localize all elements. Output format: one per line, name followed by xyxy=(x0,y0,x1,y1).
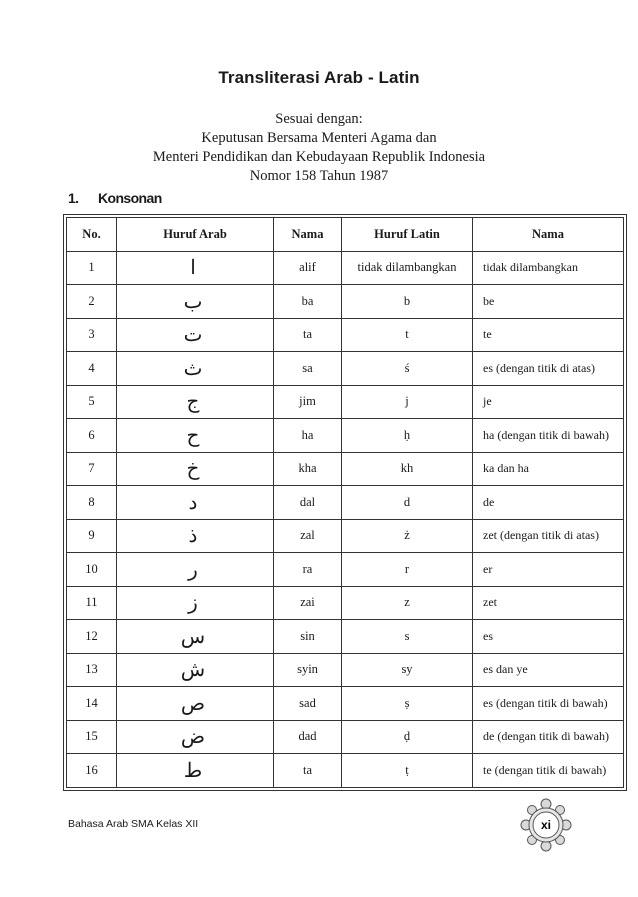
cell-latin-letter: sy xyxy=(342,653,473,687)
table-row xyxy=(67,687,624,721)
cell-latin-letter: ż xyxy=(342,519,473,553)
subtitle-line: Sesuai dengan: xyxy=(275,111,363,127)
table-row xyxy=(67,586,624,620)
cell-latin-letter: kh xyxy=(342,452,473,486)
cell-arabic-letter: ب xyxy=(117,285,274,319)
section-number: 1. xyxy=(68,190,79,206)
page-title: Transliterasi Arab - Latin xyxy=(218,68,420,87)
cell-arabic-letter: ح xyxy=(117,419,274,453)
cell-letter-name: zai xyxy=(274,586,342,620)
cell-number: 4 xyxy=(67,352,117,386)
cell-latin-description: es xyxy=(473,620,624,654)
table-row xyxy=(67,653,624,687)
cell-number: 16 xyxy=(67,754,117,788)
cell-latin-description: zet (dengan titik di atas) xyxy=(473,519,624,553)
cell-latin-letter: tidak dilambangkan xyxy=(342,251,473,285)
cell-latin-description: tidak dilambangkan xyxy=(473,251,624,285)
cell-latin-description: zet xyxy=(473,586,624,620)
cell-arabic-letter: ص xyxy=(117,687,274,721)
cell-number: 9 xyxy=(67,519,117,553)
table-row xyxy=(67,720,624,754)
cell-number: 11 xyxy=(67,586,117,620)
cell-letter-name: sa xyxy=(274,352,342,386)
cell-number: 7 xyxy=(67,452,117,486)
column-header-nama-latin: Nama xyxy=(473,218,624,252)
cell-latin-letter: j xyxy=(342,385,473,419)
cell-letter-name: jim xyxy=(274,385,342,419)
table-row xyxy=(67,452,624,486)
cell-latin-letter: b xyxy=(342,285,473,319)
cell-latin-description: ha (dengan titik di bawah) xyxy=(473,419,624,453)
cell-arabic-letter: ا xyxy=(117,251,274,285)
cell-latin-description: es dan ye xyxy=(473,653,624,687)
cell-arabic-letter: س xyxy=(117,620,274,654)
cell-arabic-letter: ج xyxy=(117,385,274,419)
column-header-no: No. xyxy=(67,218,117,252)
section-heading xyxy=(68,190,162,206)
cell-letter-name: ta xyxy=(274,754,342,788)
cell-letter-name: kha xyxy=(274,452,342,486)
cell-arabic-letter: ت xyxy=(117,318,274,352)
cell-letter-name: ha xyxy=(274,419,342,453)
cell-arabic-letter: ذ xyxy=(117,519,274,553)
subtitle-line: Nomor 158 Tahun 1987 xyxy=(249,168,389,184)
cell-letter-name: ba xyxy=(274,285,342,319)
table-row xyxy=(67,519,624,553)
cell-letter-name: syin xyxy=(274,653,342,687)
cell-latin-letter: ś xyxy=(342,352,473,386)
cell-latin-letter: t xyxy=(342,318,473,352)
cell-latin-description: de (dengan titik di bawah) xyxy=(473,720,624,754)
cell-letter-name: dal xyxy=(274,486,342,520)
cell-letter-name: zal xyxy=(274,519,342,553)
cell-number: 14 xyxy=(67,687,117,721)
cell-latin-description: de xyxy=(473,486,624,520)
cell-letter-name: alif xyxy=(274,251,342,285)
cell-arabic-letter: خ xyxy=(117,452,274,486)
cell-letter-name: sin xyxy=(274,620,342,654)
cell-arabic-letter: ز xyxy=(117,586,274,620)
cell-arabic-letter: ض xyxy=(117,720,274,754)
cell-letter-name: sad xyxy=(274,687,342,721)
cell-latin-description: er xyxy=(473,553,624,587)
cell-letter-name: ra xyxy=(274,553,342,587)
page-subtitle xyxy=(0,110,638,186)
table-row xyxy=(67,754,624,788)
cell-latin-description: es (dengan titik di bawah) xyxy=(473,687,624,721)
cell-number: 12 xyxy=(67,620,117,654)
cell-latin-description: te xyxy=(473,318,624,352)
cell-number: 10 xyxy=(67,553,117,587)
table-row xyxy=(67,385,624,419)
cell-number: 5 xyxy=(67,385,117,419)
table-row xyxy=(67,251,624,285)
cell-number: 8 xyxy=(67,486,117,520)
cell-number: 6 xyxy=(67,419,117,453)
table-row xyxy=(67,352,624,386)
table-row xyxy=(67,486,624,520)
cell-number: 13 xyxy=(67,653,117,687)
cell-arabic-letter: ش xyxy=(117,653,274,687)
footer-book-title: Bahasa Arab SMA Kelas XII xyxy=(68,818,199,830)
transliteration-table xyxy=(66,217,624,788)
cell-latin-description: be xyxy=(473,285,624,319)
cell-number: 2 xyxy=(67,285,117,319)
cell-latin-letter: r xyxy=(342,553,473,587)
cell-letter-name: ta xyxy=(274,318,342,352)
cell-latin-letter: s xyxy=(342,620,473,654)
cell-arabic-letter: ط xyxy=(117,754,274,788)
cell-latin-description: ka dan ha xyxy=(473,452,624,486)
subtitle-line: Keputusan Bersama Menteri Agama dan xyxy=(201,130,437,146)
cell-latin-letter: ṣ xyxy=(342,687,473,721)
cell-latin-letter: z xyxy=(342,586,473,620)
table-row xyxy=(67,553,624,587)
column-header-huruf-latin: Huruf Latin xyxy=(342,218,473,252)
page-number-badge xyxy=(518,796,574,854)
cell-arabic-letter: ث xyxy=(117,352,274,386)
section-title: Konsonan xyxy=(98,190,162,206)
cell-latin-letter: ḍ xyxy=(342,720,473,754)
cell-number: 15 xyxy=(67,720,117,754)
cell-latin-letter: ṭ xyxy=(342,754,473,788)
cell-number: 3 xyxy=(67,318,117,352)
cell-latin-letter: ḥ xyxy=(342,419,473,453)
table-row xyxy=(67,419,624,453)
page-number: xi xyxy=(540,818,551,832)
cell-latin-letter: d xyxy=(342,486,473,520)
table-header-row xyxy=(67,218,624,252)
subtitle-line: Menteri Pendidikan dan Kebudayaan Republik Indonesia xyxy=(152,149,486,165)
column-header-nama: Nama xyxy=(274,218,342,252)
table-row xyxy=(67,318,624,352)
table-row xyxy=(67,620,624,654)
column-header-huruf-arab: Huruf Arab xyxy=(117,218,274,252)
cell-latin-description: je xyxy=(473,385,624,419)
cell-latin-description: te (dengan titik di bawah) xyxy=(473,754,624,788)
cell-letter-name: dad xyxy=(274,720,342,754)
cell-number: 1 xyxy=(67,251,117,285)
cell-arabic-letter: ر xyxy=(117,553,274,587)
cell-arabic-letter: د xyxy=(117,486,274,520)
table-row xyxy=(67,285,624,319)
cell-latin-description: es (dengan titik di atas) xyxy=(473,352,624,386)
